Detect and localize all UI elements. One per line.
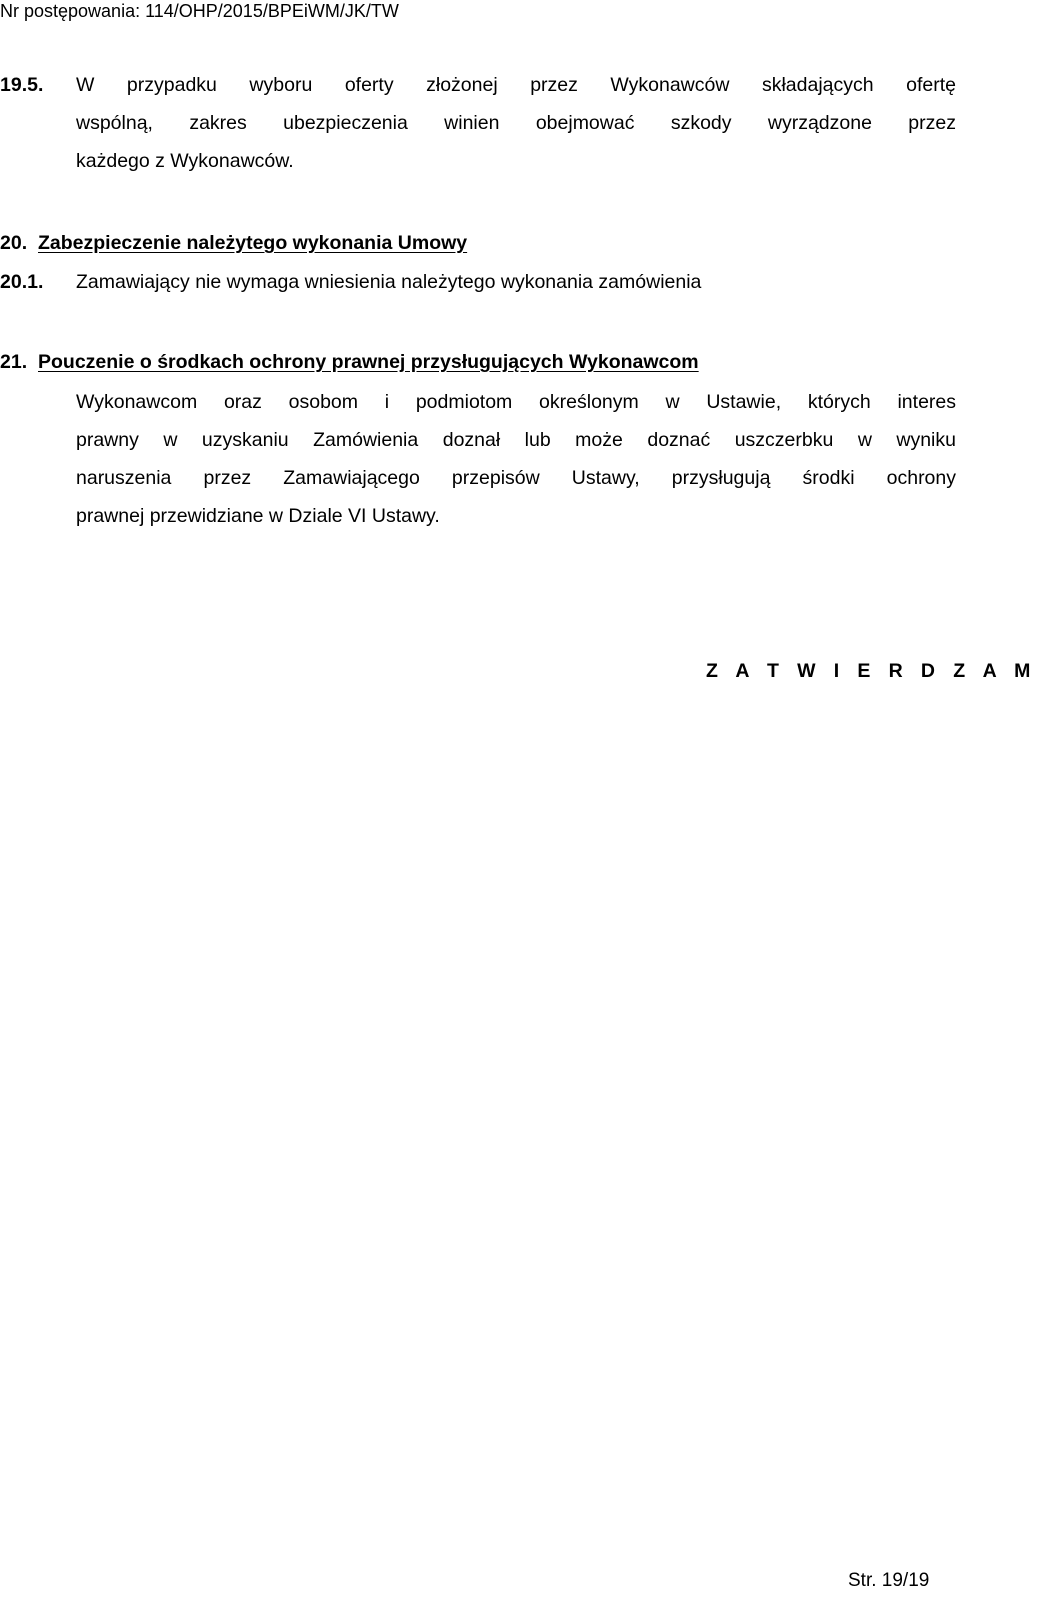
- section-20: [0, 224, 960, 264]
- text-line: naruszenia przez Zamawiającego przepisów Ustawy, przysługują środki ochrony: [76, 467, 956, 489]
- section-19-5: [0, 66, 960, 186]
- text-line: prawny w uzyskaniu Zamówienia doznał lub może doznać uszczerbku w wyniku: [76, 429, 956, 451]
- text-line: prawnej przewidziane w Dziale VI Ustawy.: [76, 505, 440, 527]
- text-line: Wykonawcom oraz osobom i podmiotom określonym w Ustawie, których interes: [76, 391, 956, 413]
- section-20-1: [0, 263, 960, 303]
- text-line: W przypadku wyboru oferty złożonej przez Wykonawców składających ofertę: [76, 74, 956, 96]
- section-heading: Zabezpieczenie należytego wykonania Umowy: [38, 232, 468, 254]
- section-number: 19.5.: [0, 74, 44, 96]
- section-text: [76, 66, 956, 180]
- text-line: każdego z Wykonawców.: [76, 150, 294, 172]
- text-line: wspólną, zakres ubezpieczenia winien obejmować szkody wyrządzone przez: [76, 112, 956, 134]
- section-text: Zamawiający nie wymaga wniesienia należytego wykonania zamówienia: [76, 271, 702, 293]
- section-text: [76, 383, 956, 535]
- section-number: 20.: [0, 232, 28, 254]
- section-21: [0, 343, 960, 543]
- approval-label: Z A T W I E R D Z A M: [706, 660, 1037, 682]
- section-heading: Pouczenie o środkach ochrony prawnej przysługujących Wykonawcom: [38, 351, 699, 373]
- case-number-header: Nr postępowania: 114/OHP/2015/BPEiWM/JK/TW: [0, 1, 399, 21]
- section-number: 21.: [0, 351, 28, 373]
- section-number: 20.1.: [0, 271, 44, 293]
- page-number: Str. 19/19: [848, 1570, 930, 1591]
